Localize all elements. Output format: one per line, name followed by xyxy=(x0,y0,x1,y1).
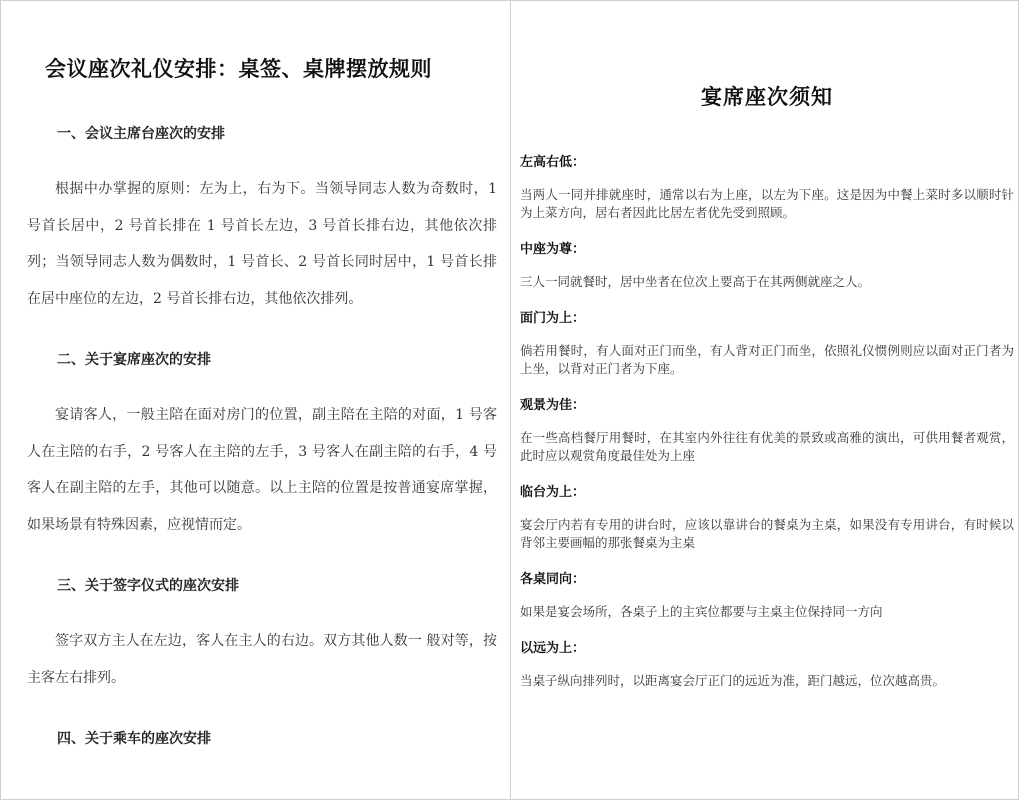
rule-heading: 左高右低： xyxy=(520,155,586,170)
rule-text: 在一些高档餐厅用餐时，在其室内外往往有优美的景致或高雅的演出，可供用餐者观赏，此时应以观赏角度最佳处为上座 xyxy=(520,430,1014,463)
section-podium-seating xyxy=(27,123,497,317)
rule-item xyxy=(520,151,1014,222)
rule-item xyxy=(520,307,1014,378)
section-heading: 二、关于宴席座次的安排 xyxy=(57,352,211,368)
rule-heading: 中座为尊： xyxy=(520,242,586,257)
right-page-title: 宴席座次须知 xyxy=(701,85,833,109)
section-paragraph: 根据中办掌握的原则：左为上，右为下。当领导同志人数为奇数时，1 号首长居中，2 号首长排在 1 号首长左边，3 号首长排右边，其他依次排列；当领导同志人数为偶数时，1 号首长、2 号首长同时居中，1 号首长排在居中座位的左边，2 号首长排右边，其他依次排列。 xyxy=(27,181,497,307)
rule-text: 宴会厅内若有专用的讲台时，应该以靠讲台的餐桌为主桌，如果没有专用讲台，有时候以背邻主要画幅的那张餐桌为主桌 xyxy=(520,517,1014,550)
section-paragraph: 签字双方主人在左边，客人在主人的右边。双方其他人数一 般对等，按主客左右排列。 xyxy=(27,633,497,686)
section-heading: 一、会议主席台座次的安排 xyxy=(57,126,225,142)
rule-text: 三人一同就餐时，居中坐者在位次上要高于在其两侧就座之人。 xyxy=(520,274,871,289)
rule-heading: 临台为上： xyxy=(520,485,586,500)
page-divider xyxy=(510,1,511,799)
left-page-title: 会议座次礼仪安排：桌签、桌牌摆放规则 xyxy=(45,57,432,81)
left-page xyxy=(27,53,497,776)
rule-heading: 观景为佳： xyxy=(520,398,586,413)
right-page xyxy=(520,81,1014,706)
section-heading: 四、关于乘车的座次安排 xyxy=(57,731,211,747)
section-heading: 三、关于签字仪式的座次安排 xyxy=(57,578,239,594)
rule-item xyxy=(520,394,1014,465)
rule-item xyxy=(520,637,1014,690)
rule-heading: 各桌同向： xyxy=(520,572,586,587)
rule-text: 倘若用餐时，有人面对正门而坐，有人背对正门而坐，依照礼仪惯例则应以面对正门者为上坐，以背对正门者为下座。 xyxy=(520,343,1014,376)
section-car-seating xyxy=(27,728,497,746)
rule-text: 当桌子纵向排列时，以距离宴会厅正门的远近为准，距门越远，位次越高贵。 xyxy=(520,673,946,688)
section-paragraph: 宴请客人，一般主陪在面对房门的位置，副主陪在主陪的对面，1 号客人在主陪的右手，2 号客人在主陪的左手，3 号客人在副主陪的右手，4 号客人在副主陪的左手，其他可以随意。以上主陪的位置是按普通宴席掌握，如果场景有特殊因素，应视情而定。 xyxy=(27,407,497,533)
rule-heading: 以远为上： xyxy=(520,641,586,656)
rule-heading: 面门为上： xyxy=(520,311,586,326)
section-banquet-seating xyxy=(27,349,497,543)
rule-text: 如果是宴会场所，各桌子上的主宾位都要与主桌主位保持同一方向 xyxy=(520,604,883,619)
rule-item xyxy=(520,481,1014,552)
rule-item xyxy=(520,238,1014,291)
rule-item xyxy=(520,568,1014,621)
rule-text: 当两人一同并排就座时，通常以右为上座，以左为下座。这是因为中餐上菜时多以顺时针为上菜方向，居右者因此比居左者优先受到照顾。 xyxy=(520,187,1014,220)
section-signing-seating xyxy=(27,575,497,696)
